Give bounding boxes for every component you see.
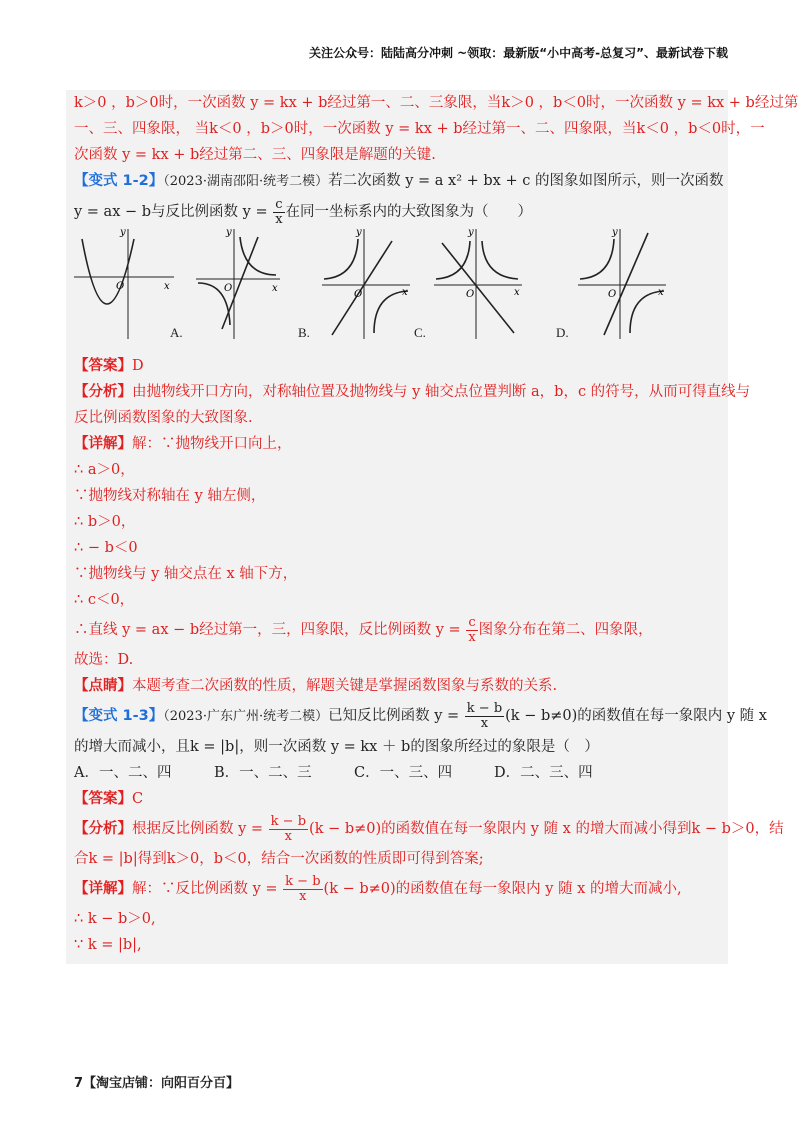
- choice-c: C．一、三、四: [354, 765, 453, 781]
- analysis-fraction: [269, 815, 308, 844]
- q12-detail-4: ∴ b＞0，: [74, 514, 136, 530]
- detail-text-b: (k − b≠0)的函数值在每一象限内 y 随 x 的增大而减小,: [323, 881, 682, 897]
- q13-analysis-2: 合k = |b|得到k＞0，b＜0，结合一次函数的性质即可得到答案;: [74, 851, 484, 867]
- svg-text:x: x: [402, 287, 408, 298]
- analysis-text-a: 根据反比例函数 y =: [132, 821, 268, 837]
- detail-tag: 【详解】: [74, 436, 132, 452]
- q12-figures: [74, 229, 720, 353]
- page-footer: 7【淘宝店铺：向阳百分百】: [74, 1076, 240, 1091]
- intro-line-3: 次函数 y = kx + b经过第二、三、四象限是解题的关键.: [74, 147, 436, 163]
- detail-text: 解：∵抛物线开口向上，: [132, 436, 292, 452]
- q12-stem-2a: y = ax − b与反比例函数 y =: [74, 204, 273, 220]
- answer-value: D: [132, 358, 144, 374]
- fraction-denominator: x: [275, 211, 283, 227]
- fraction-numerator: k − b: [285, 873, 321, 889]
- q12-analysis-1: [74, 379, 751, 405]
- q13-stem-line-2: 的增大而减小，且k = |b|，则一次函数 y = kx ＋ b的图象所经过的象限是（ ）: [74, 739, 599, 755]
- q12-detail-1: [74, 431, 720, 457]
- q12-tag: 【变式 1-2】: [74, 173, 164, 189]
- q12-fraction: [273, 198, 284, 227]
- fraction-numerator: c: [468, 614, 476, 630]
- choice-b: B．一、二、三: [214, 765, 312, 781]
- answer-tag: 【答案】: [74, 791, 132, 807]
- svg-text:y: y: [356, 229, 362, 238]
- q12-stem-1: 若二次函数 y = a x² + bx + c 的图象如图所示，则一次函数: [328, 173, 724, 189]
- svg-text:O: O: [116, 281, 125, 292]
- q12-stem-line-1: [74, 168, 724, 195]
- q12-comment: [74, 673, 720, 699]
- option-b-graph: [318, 229, 414, 339]
- page-header: 关注公众号：陆陆高分冲刺 ~领取：最新版“小中高考-总复习”、最新试卷下载: [309, 46, 728, 60]
- q13-detail-1: [74, 872, 720, 906]
- analysis-tag: 【分析】: [74, 821, 132, 837]
- fraction-numerator: k − b: [466, 700, 503, 716]
- answer-tag: 【答案】: [74, 358, 132, 374]
- choice-a: A．一、二、四: [74, 765, 172, 781]
- analysis-tag: 【分析】: [74, 384, 132, 400]
- q13-source: （2023·广东广州·统考二模）: [163, 709, 329, 724]
- svg-text:O: O: [466, 289, 475, 300]
- detail-line-a: ∴直线 y = ax − b经过第一，三，四象限，反比例函数 y =: [74, 622, 466, 638]
- q12-detail-5: ∴ − b＜0: [74, 540, 138, 556]
- q12-detail-8: [74, 613, 720, 647]
- option-d-label: D.: [556, 325, 569, 340]
- svg-text:x: x: [164, 281, 170, 292]
- parabola-graph: [74, 229, 184, 339]
- q12-detail-2: ∴ a＞0，: [74, 462, 135, 478]
- option-a-graph: [192, 229, 282, 339]
- q12-detail-7: ∴ c＜0，: [74, 592, 135, 608]
- analysis-text-b: (k − b≠0)的函数值在每一象限内 y 随 x 的增大而减小得到k − b＞0，结: [309, 821, 784, 837]
- q12-detail-6: ∵抛物线与 y 轴交点在 x 轴下方，: [74, 566, 298, 582]
- svg-text:x: x: [514, 287, 520, 298]
- q13-tag: 【变式 1-3】: [74, 708, 164, 724]
- comment-text: 本题考查二次函数的性质，解题关键是掌握函数图象与系数的关系.: [132, 678, 558, 694]
- detail-fraction: [283, 875, 322, 904]
- fraction-numerator: k − b: [270, 813, 307, 829]
- fraction-denominator: x: [468, 629, 476, 645]
- answer-value: C: [132, 791, 144, 807]
- svg-text:y: y: [120, 229, 126, 238]
- svg-text:O: O: [354, 289, 363, 300]
- q12-stem-2b: 在同一坐标系内的大致图象为（ ）: [285, 204, 533, 220]
- choice-d: D．二、三、四: [494, 765, 593, 781]
- q13-stem-line-1: [74, 699, 767, 734]
- analysis-text: 由抛物线开口方向，对称轴位置及抛物线与 y 轴交点位置判断 a，b，c 的符号，从而可得直线与: [132, 384, 751, 400]
- fraction-denominator: x: [299, 888, 307, 904]
- svg-text:x: x: [658, 287, 664, 298]
- fraction-numerator: c: [275, 196, 283, 212]
- q13-fraction: [465, 702, 504, 731]
- q13-answer: [74, 786, 720, 812]
- q12-answer: [74, 353, 720, 379]
- q13-detail-3: ∵ k = |b|,: [74, 937, 142, 953]
- q12-choose: 故选：D.: [74, 652, 134, 668]
- svg-text:y: y: [226, 229, 232, 238]
- fraction-denominator: x: [480, 715, 489, 731]
- q13-stem-1a: 已知反比例函数 y =: [328, 708, 464, 724]
- svg-text:x: x: [272, 283, 278, 294]
- svg-text:O: O: [608, 289, 617, 300]
- detail-tag: 【详解】: [74, 881, 132, 897]
- detail-text-a: 解：∵反比例函数 y =: [132, 881, 283, 897]
- svg-text:y: y: [612, 229, 618, 238]
- fraction-denominator: x: [284, 828, 293, 844]
- intro-line-2: 一、三、四象限， 当k＜0 ，b＞0时，一次函数 y = kx + b经过第一、二、四象限，当k＜0 ，b＜0时，一: [74, 121, 765, 137]
- q12-source: （2023·湖南邵阳·统考二模）: [163, 174, 329, 189]
- option-d-graph: [574, 229, 670, 339]
- svg-text:y: y: [468, 229, 474, 238]
- detail-fraction: [466, 616, 477, 645]
- intro-line-1: k＞0 ，b＞0时，一次函数 y = kx + b经过第一、二、三象限，当k＞0 ，b＜0时，一次函数 y = kx + b经过第: [74, 95, 799, 111]
- detail-line-b: 图象分布在第二、四象限，: [478, 622, 653, 638]
- content-block: [66, 90, 799, 964]
- option-b-label: B.: [298, 325, 310, 340]
- option-c-graph: [430, 229, 526, 339]
- q13-analysis-1: [74, 812, 784, 846]
- option-c-label: C.: [414, 325, 426, 340]
- q12-stem-line-2: [74, 195, 720, 229]
- q13-stem-1b: (k − b≠0)的函数值在每一象限内 y 随 x: [505, 708, 767, 724]
- q13-detail-2: ∴ k − b＞0,: [74, 911, 156, 927]
- q13-choices: [74, 760, 720, 786]
- q12-analysis-2: 反比例函数图象的大致图象.: [74, 410, 253, 426]
- option-a-label: A.: [170, 325, 183, 340]
- comment-tag: 【点睛】: [74, 678, 132, 694]
- svg-text:O: O: [224, 283, 233, 294]
- q12-detail-3: ∵抛物线对称轴在 y 轴左侧，: [74, 488, 266, 504]
